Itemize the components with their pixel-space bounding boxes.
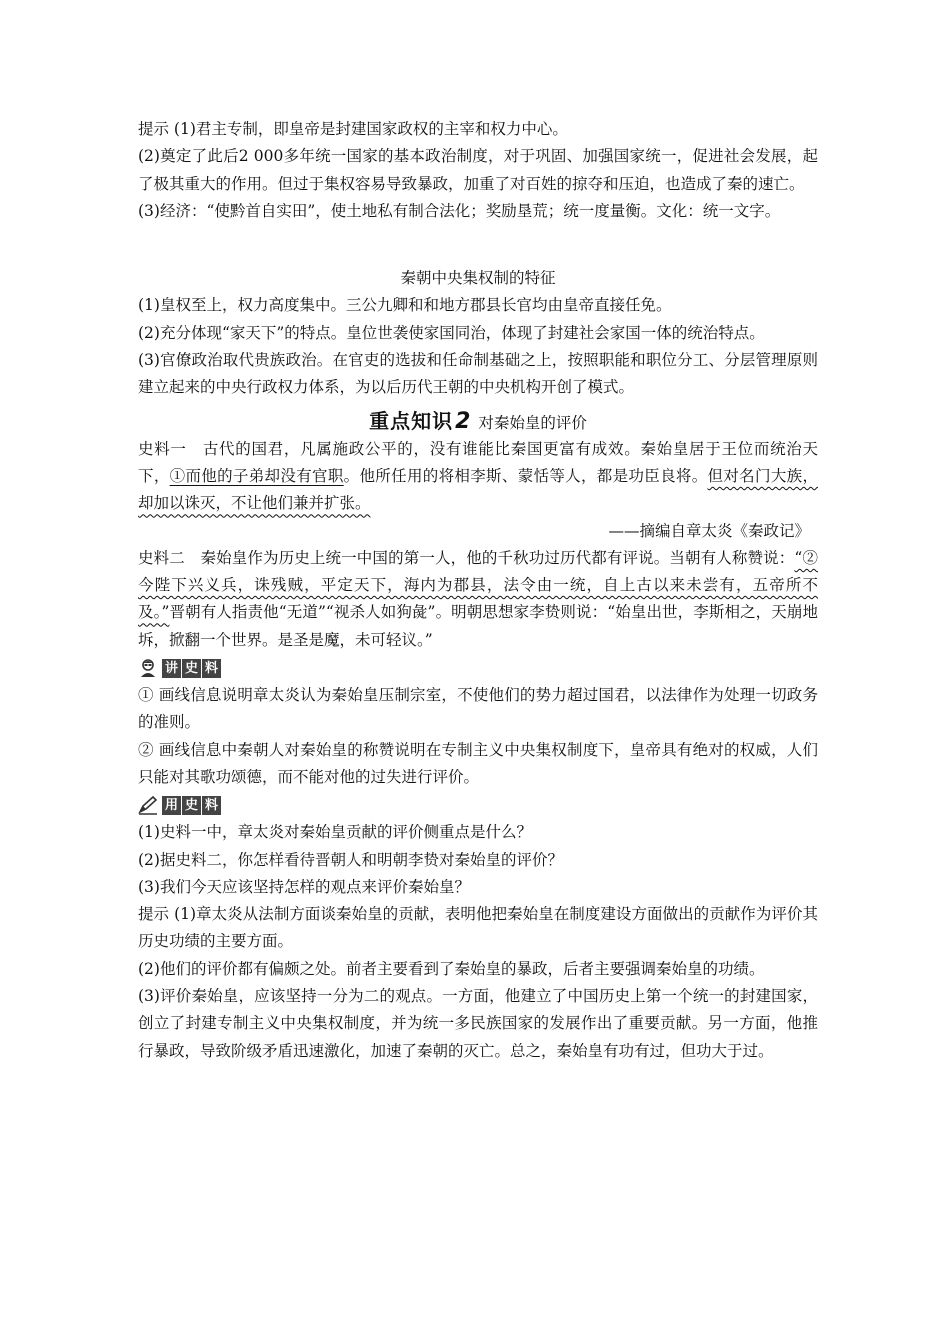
source-1-text-c: 。他所任用的将相李斯、蒙恬等人，都是功臣良将。 — [343, 466, 708, 485]
explain-1: ① 画线信息说明章太炎认为秦始皇压制宗室，不使他们的势力超过国君，以法律作为处理一切政务的准则。 — [138, 686, 818, 732]
section-heading-subtitle: 对秦始皇的评价 — [478, 413, 587, 432]
hint1-line3: (3)经济：“使黔首自实田”，使土地私有制合法化；奖励垦荒；统一度量衡。文化：统一文字。 — [138, 201, 781, 220]
source-2-text-a: 史料二 秦始皇作为历史上统一中国的第一人，他的千秋功过历代都有评说。当朝有人称赞说： — [138, 548, 795, 567]
document-page — [138, 116, 818, 1065]
question-3: (3)我们今天应该坚持怎样的观点来评价秦始皇？ — [138, 877, 470, 896]
pen-icon — [138, 795, 158, 815]
source-2-wavy: “②今陛下兴义兵，诛残贼，平定天下，海内为郡县，法令由一统，自上古以来未尝有，五帝所不及。” — [138, 548, 818, 622]
feature-1: (1)皇权至上，权力高度集中。三公九卿和和地方郡县长官均由皇帝直接任免。 — [138, 296, 672, 315]
features-title: 秦朝中央集权制的特征 — [400, 269, 556, 288]
question-2: (2)据史料二，你怎样看待晋朝人和明朝李贽对秦始皇的评价？ — [138, 850, 563, 869]
hint2-line1: 提示 (1)章太炎从法制方面谈秦始皇的贡献，表明他把秦始皇在制度建设方面做出的贡献作为评价其历史功绩的主要方面。 — [138, 905, 818, 951]
hint1-line1: 提示 (1)君主专制，即皇帝是封建国家政权的主宰和权力中心。 — [138, 120, 568, 138]
hint2-line3: (3)评价秦始皇，应该坚持一分为二的观点。一方面，他建立了中国历史上第一个统一的封建国家，创立了封建专制主义中央集权制度，并为统一多民族国家的发展作出了重要贡献。另一方面，他推行暴政，导致阶级矛盾迅速激化，加速了秦朝的灭亡。总之，秦始皇有功有过，但功大于过。 — [138, 987, 818, 1060]
feature-2: (2)充分体现“家天下”的特点。皇位世袭使家国同治，体现了封建社会家国一体的统治特点。 — [138, 323, 765, 342]
source-2-text-c: 晋朝有人指责他“无道”“视杀人如狗彘”。明朝思想家李贽则说：“始皇出世，李斯相之，天崩地坼，掀翻一个世界。是圣是魔，未可轻议。” — [138, 603, 818, 649]
use-label-text: 用 史 料 — [162, 796, 221, 815]
section-heading — [138, 406, 818, 436]
teacher-icon — [138, 658, 158, 678]
source-1-citation: ——摘编自章太炎《秦政记》 — [608, 521, 810, 540]
explain-2: ② 画线信息中秦朝人对秦始皇的称赞说明在专制主义中央集权制度下，皇帝具有绝对的权威，人们只能对其歌功颂德，而不能对他的过失进行评价。 — [138, 740, 818, 786]
question-1: (1)史料一中，章太炎对秦始皇贡献的评价侧重点是什么？ — [138, 823, 532, 842]
hint2-line2: (2)他们的评价都有偏颇之处。前者主要看到了秦始皇的暴政，后者主要强调秦始皇的功绩。 — [138, 959, 765, 978]
explain-label-text: 讲 史 料 — [162, 659, 221, 678]
source-1-wavy: 但对名门大族，却加以诛灭，不让他们兼并扩张。 — [138, 466, 818, 513]
use-label — [138, 791, 818, 819]
source-2 — [138, 545, 818, 654]
hint1-line2: (2)奠定了此后2 000多年统一国家的基本政治制度，对于巩固、加强国家统一，促进社会发展，起了极其重大的作用。但过于集权容易导致暴政，加重了对百姓的掠夺和压迫，也造成了秦的速亡。 — [138, 147, 818, 193]
section-heading-label: 重点知识 — [369, 408, 454, 433]
section-heading-number: 2 — [455, 408, 471, 434]
explain-label — [138, 654, 818, 682]
feature-3: (3)官僚政治取代贵族政治。在官吏的选拔和任命制基础之上，按照职能和职位分工、分层管理原则建立起来的中央行政权力体系，为以后历代王朝的中央机构开创了模式。 — [138, 351, 818, 397]
source-1-underline: ①而他的子弟却没有官职 — [169, 466, 344, 485]
source-1-text-a: 史料一 古代的国君，凡属施政公平的，没有谁能比秦国更富有成效。秦始皇居于王位而统治天下， — [138, 439, 818, 485]
source-1 — [138, 436, 818, 518]
